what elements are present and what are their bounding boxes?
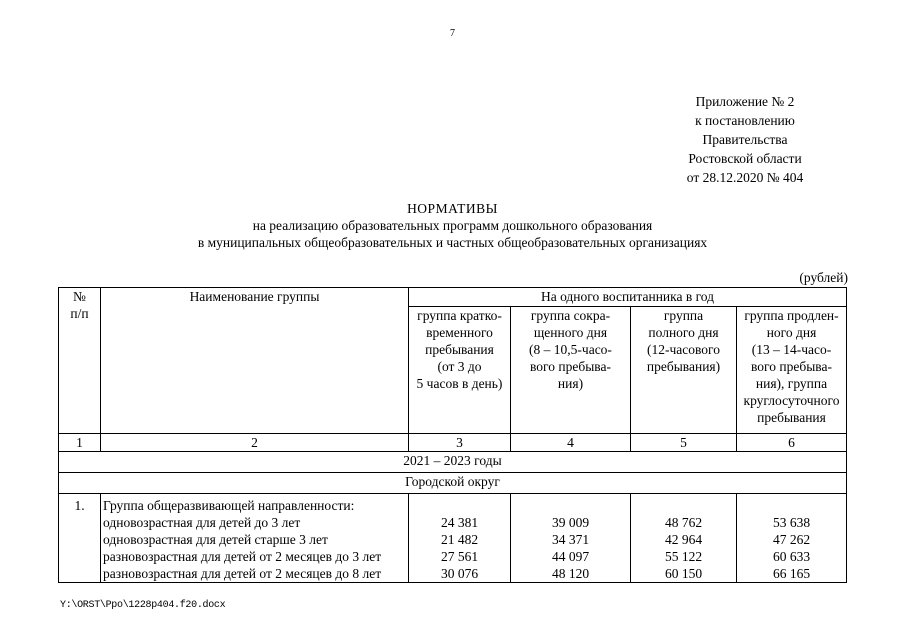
value-cell: 53 638 [772,515,811,530]
header-col-reduced-day: группа сокра- щенного дня (8 – 10,5-часо- вого пребыва- ния) [511,307,631,434]
norms-table [58,287,847,583]
period-row [59,452,847,473]
value-cell: 47 262 [772,532,811,547]
region-row [59,473,847,494]
values-full-day [631,494,737,583]
value-cell: 66 165 [772,566,811,581]
header-col-extended-day: группа продлен- ного дня (13 – 14-часо- вого пребыва- ния), группа круглосуточного пребывания [737,307,847,434]
header-group-name: Наименование группы [101,288,409,434]
value-cell: 21 482 [440,532,479,547]
table-row [59,494,847,583]
appendix-block [660,92,830,187]
index-cell: 3 [409,434,511,452]
values-reduced-day [511,494,631,583]
period-label: 2021 – 2023 годы [59,452,847,473]
group-subtype: разновозрастная для детей от 2 месяцев до 3 лет [103,549,382,564]
value-cell: 60 150 [664,566,703,581]
value-cell: 30 076 [440,566,479,581]
value-cell: 60 633 [772,549,811,564]
header-col-short-stay: группа кратко- временного пребывания (от 3 до 5 часов в день) [409,307,511,434]
value-cell: 42 964 [664,532,703,547]
document-subtitle-line: в муниципальных общеобразовательных и частных общеобразовательных организациях [197,235,708,250]
region-label: Городской округ [59,473,847,494]
value-cell: 44 097 [551,549,590,564]
value-cell: 55 122 [664,549,703,564]
page-number: 7 [450,28,455,39]
group-title: Группа общеразвивающей направленности: [103,498,355,513]
file-path-footer: Y:\ORST\Ppo\1228p404.f20.docx [60,600,226,611]
appendix-line: Приложение № 2 [695,94,795,109]
unit-label: (рублей) [799,270,848,285]
value-cell: 48 120 [551,566,590,581]
index-cell: 6 [737,434,847,452]
row-number: 1. [59,494,101,583]
appendix-line: Ростовской области [688,151,802,166]
value-cell: 39 009 [551,515,590,530]
header-col-full-day: группа полного дня (12-часового пребывания) [631,307,737,434]
value-cell: 24 381 [440,515,479,530]
appendix-line: Правительства [702,132,788,147]
column-index-row [59,434,847,452]
value-cell: 34 371 [551,532,590,547]
value-cell: 48 762 [664,515,703,530]
appendix-line: от 28.12.2020 № 404 [686,170,804,185]
document-heading [0,200,905,251]
group-subtype: одновозрастная для детей старше 3 лет [103,532,328,547]
group-names [101,494,409,583]
index-cell: 1 [59,434,101,452]
document-subtitle-line: на реализацию образовательных программ дошкольного образования [252,218,653,233]
header-per-child: На одного воспитанника в год [409,288,847,307]
index-cell: 4 [511,434,631,452]
values-extended-day [737,494,847,583]
appendix-line: к постановлению [695,113,795,128]
value-cell: 27 561 [440,549,479,564]
index-cell: 5 [631,434,737,452]
values-short-stay [409,494,511,583]
group-subtype: разновозрастная для детей от 2 месяцев до 8 лет [103,566,382,581]
header-row [59,288,847,307]
document-title: НОРМАТИВЫ [407,201,498,216]
group-subtype: одновозрастная для детей до 3 лет [103,515,301,530]
header-num: № п/п [59,288,101,434]
index-cell: 2 [101,434,409,452]
